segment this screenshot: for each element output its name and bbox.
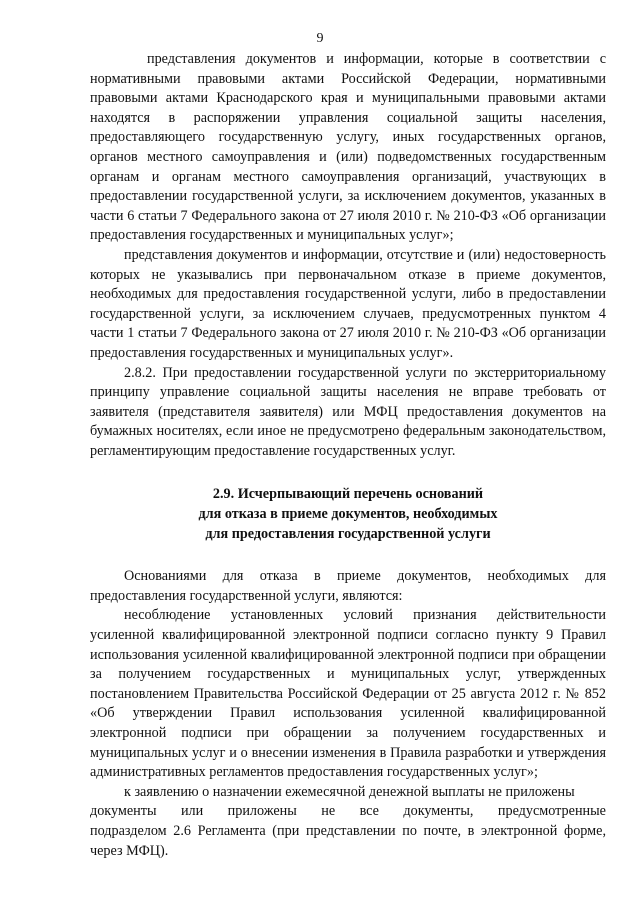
paragraph-2-8-2: 2.8.2. При предоставлении государственной услуги по экстерриториальному принципу управление социальной защиты населения не вправе требовать от заявителя (представителя заявителя) или МФЦ предоставления документов на бумажных носителях, если иное не предусмотрено федеральным законодательством, регламентирующим предоставление государственных услуг. xyxy=(90,364,606,459)
section-heading-line: для отказа в приеме документов, необходимых xyxy=(198,506,498,523)
paragraph-docs-in-possession: представления документов и информации, которые в соответствии с нормативными правовыми актами Российской Федерации, нормативными правовыми актами Краснодарского края и муниципальными правовыми актами находятся в распоряжении управления социальной защиты населения, предоставляющего государственную услугу, иных государственных органов, органов местного самоуправления и (или) подведомственных государственным органам и органам местного самоуправления организаций, участвующих в предоставлении государственной услуги, за исключением документов, указанных в части 6 статьи 7 Федерального закона от 27 июля 2010 г. № 210-ФЗ «Об организации предоставления государственных и муниципальных услуг»; xyxy=(90,51,606,244)
word: не xyxy=(321,803,336,820)
spread-line xyxy=(90,802,606,822)
paragraph-missing-documents-end: подразделом 2.6 Регламента (при представлении по почте, в электронной форме, через МФЦ). xyxy=(90,822,606,859)
word: документы xyxy=(90,803,157,820)
section-heading-line: для предоставления государственной услуги xyxy=(205,525,491,542)
page-number: 9 xyxy=(316,31,324,46)
word: или xyxy=(180,803,204,820)
document-body xyxy=(90,50,606,861)
word: предусмотренные xyxy=(497,803,606,820)
word: все xyxy=(359,803,379,820)
word: приложены xyxy=(227,803,297,820)
paragraph-signature-condition: несоблюдение установленных условий признания действительности усиленной квалифицированной электронной подписи согласно пункту 9 Правил использования усиленной квалифицированной электронной подписи при обращении за получением государственных и муниципальных услуг, утвержденных постановлением Правительства Российской Федерации от 25 августа 2012 г. № 852 «Об утверждении Правил использования усиленной квалифицированной электронной подписи при обращении за получением государственных и муниципальных услуг и о внесении изменения в Правила разработки и утверждения административных регламентов предоставления государственных услуг»; xyxy=(90,607,606,781)
word: документы, xyxy=(403,803,474,820)
paragraph-missing-documents: к заявлению о назначении ежемесячной денежной выплаты не приложены xyxy=(124,783,575,800)
section-heading-2-9 xyxy=(90,485,606,544)
paragraph-grounds-intro: Основаниями для отказа в приеме документов, необходимых для предоставления государственной услуги, являются: xyxy=(90,568,606,604)
section-heading-line: 2.9. Исчерпывающий перечень оснований xyxy=(212,486,484,503)
paragraph-docs-not-indicated: представления документов и информации, отсутствие и (или) недостоверность которых не указывались при первоначальном отказе в приеме документов, необходимых для предоставления государственной услуги, либо в предоставлении государственной услуги, за исключением случаев, предусмотренных пунктом 4 части 1 статьи 7 Федерального закона от 27 июля 2010 г. № 210-ФЗ «Об организации предоставления государственных и муниципальных услуг». xyxy=(90,246,606,361)
